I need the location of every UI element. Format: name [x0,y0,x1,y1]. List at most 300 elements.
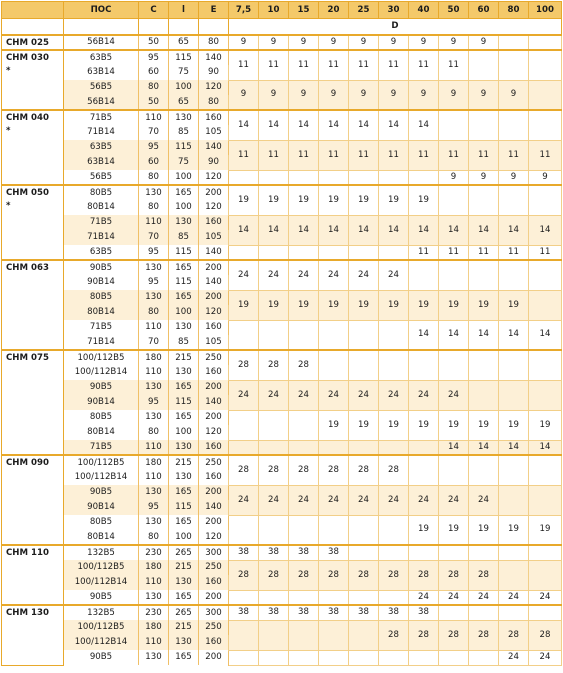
d-value: 24 [409,485,439,515]
cell-e: 80 [199,35,229,50]
d-value: 11 [379,140,409,170]
cell-e: 200 [199,485,229,500]
d-value: 38 [259,605,289,620]
d-value: 9 [289,35,319,50]
cell-c: 110 [139,215,169,230]
d-value: 14 [469,320,499,350]
cell-l: 100 [169,305,199,320]
d-value [499,380,529,410]
d-value: 38 [289,545,319,560]
d-value: 19 [409,515,439,545]
cell-c: 130 [139,410,169,425]
d-value [469,185,499,215]
d-value [319,590,349,605]
cell-e: 105 [199,125,229,140]
d-value [229,590,259,605]
d-value [499,110,529,140]
cell-e: 200 [199,380,229,395]
cell-l: 130 [169,320,199,335]
d-value [529,50,562,80]
cell-c: 95 [139,500,169,515]
d-value: 14 [319,110,349,140]
cell-pos: 90B5 [64,650,139,665]
d-value: 9 [259,35,289,50]
cell-e: 105 [199,230,229,245]
d-value [529,350,562,380]
cell-l: 100 [169,530,199,545]
d-value [349,590,379,605]
cell-pos: 100/112B14 [64,365,139,380]
d-value [379,515,409,545]
d-value: 24 [529,590,562,605]
d-value: 24 [439,590,469,605]
d-value [469,380,499,410]
cell-pos: 71B5 [64,440,139,455]
cell-l: 130 [169,470,199,485]
d-value: 28 [439,620,469,650]
cell-c: 130 [139,380,169,395]
model-cell [2,545,64,605]
d-value [289,650,319,665]
cell-c: 80 [139,425,169,440]
cell-c: 80 [139,170,169,185]
cell-e: 200 [199,650,229,665]
d-value: 28 [349,560,379,590]
cell-c: 110 [139,470,169,485]
d-value: 9 [469,80,499,110]
d-value: 9 [259,80,289,110]
d-value [349,440,379,455]
table-row [2,140,562,155]
cell-c: 110 [139,440,169,455]
d-value [289,320,319,350]
d-value [229,515,259,545]
cell-c: 70 [139,335,169,350]
cell-e: 200 [199,185,229,200]
table-row [2,245,562,260]
cell-pos: 63B14 [64,155,139,170]
d-value: 14 [259,110,289,140]
d-value: 38 [229,605,259,620]
d-header-blank [169,19,199,36]
header-row [2,2,562,19]
d-header-blank [64,19,139,36]
d-value: 19 [439,410,469,440]
d-value: 14 [439,320,469,350]
model-star: * [6,125,11,136]
d-value [229,410,259,440]
cell-c: 70 [139,125,169,140]
d-value: 11 [379,50,409,80]
d-value: 24 [229,380,259,410]
d-value: 14 [229,215,259,245]
d-value [319,350,349,380]
d-value [529,185,562,215]
model-star: * [6,200,11,211]
d-value: 11 [439,50,469,80]
model-name: CHM 040 [6,113,49,123]
d-value: 38 [409,605,439,620]
model-name: CHM 030 [6,53,49,63]
d-value: 9 [289,80,319,110]
d-value [529,80,562,110]
table-row [2,260,562,275]
d-value: 9 [529,170,562,185]
cell-pos: 71B5 [64,215,139,230]
d-value: 24 [259,260,289,290]
d-value [349,170,379,185]
cell-e: 200 [199,590,229,605]
d-value: 11 [319,50,349,80]
table-body [2,2,562,666]
d-value [529,545,562,560]
d-value: 38 [259,545,289,560]
d-value [469,110,499,140]
d-value [379,350,409,380]
cell-c: 80 [139,530,169,545]
cell-c: 180 [139,350,169,365]
d-value: 9 [349,80,379,110]
d-value: 28 [289,350,319,380]
cell-l: 115 [169,245,199,260]
model-cell [2,350,64,455]
header-ratio: 20 [319,2,349,19]
cell-c: 130 [139,515,169,530]
d-value: 24 [379,485,409,515]
d-value [379,650,409,665]
cell-e: 250 [199,350,229,365]
table-row [2,605,562,620]
table-row [2,185,562,200]
cell-pos: 71B14 [64,230,139,245]
cell-pos: 100/112B5 [64,560,139,575]
d-value: 9 [349,35,379,50]
cell-c: 230 [139,545,169,560]
cell-c: 110 [139,635,169,650]
d-header-blank [139,19,169,36]
header-ratio: 7,5 [229,2,259,19]
d-value [349,245,379,260]
cell-e: 160 [199,365,229,380]
cell-l: 100 [169,170,199,185]
d-value: 14 [379,110,409,140]
cell-c: 95 [139,245,169,260]
d-value: 14 [499,215,529,245]
d-value: 9 [409,35,439,50]
d-value [229,650,259,665]
d-value [529,260,562,290]
d-value: 11 [259,140,289,170]
header-ratio: 60 [469,2,499,19]
d-value [499,185,529,215]
d-header-row [2,19,562,36]
cell-l: 75 [169,65,199,80]
d-value: 11 [499,140,529,170]
d-value: 28 [379,620,409,650]
d-value: 14 [289,110,319,140]
d-value: 11 [439,245,469,260]
d-value [379,245,409,260]
cell-c: 80 [139,200,169,215]
d-value: 19 [469,515,499,545]
d-value [499,35,529,50]
cell-l: 165 [169,260,199,275]
cell-c: 180 [139,620,169,635]
d-value [289,590,319,605]
d-value: 24 [379,260,409,290]
d-value: 19 [439,515,469,545]
cell-pos: 71B14 [64,125,139,140]
d-value: 19 [289,185,319,215]
header-ratio: 15 [289,2,319,19]
header-e: E [199,2,229,19]
d-value: 9 [319,80,349,110]
d-value [259,590,289,605]
cell-c: 130 [139,290,169,305]
d-value: 14 [409,110,439,140]
d-value: 28 [469,560,499,590]
d-value: 14 [529,320,562,350]
d-value: 14 [409,320,439,350]
d-value: 38 [229,545,259,560]
d-value: 24 [439,485,469,515]
d-value [229,245,259,260]
d-value [499,545,529,560]
d-value: 9 [409,80,439,110]
table-row [2,620,562,635]
table-row [2,650,562,665]
d-value: 11 [409,50,439,80]
cell-l: 130 [169,440,199,455]
cell-l: 130 [169,110,199,125]
cell-l: 265 [169,605,199,620]
cell-e: 300 [199,545,229,560]
d-value [439,455,469,485]
d-value: 28 [289,560,319,590]
cell-pos: 56B5 [64,80,139,95]
table-row [2,215,562,230]
d-value [529,485,562,515]
d-value [319,440,349,455]
cell-e: 200 [199,410,229,425]
d-value: 28 [259,350,289,380]
cell-e: 90 [199,65,229,80]
cell-e: 90 [199,155,229,170]
dimensions-table [1,1,562,666]
d-value [289,440,319,455]
cell-pos: 71B5 [64,110,139,125]
model-name: CHM 025 [6,38,49,48]
d-value: 28 [259,455,289,485]
d-value [379,170,409,185]
d-value [319,170,349,185]
d-value: 24 [289,380,319,410]
cell-pos: 100/112B5 [64,350,139,365]
d-value [289,620,319,650]
d-value [529,35,562,50]
header-l: l [169,2,199,19]
model-name: CHM 063 [6,263,49,273]
model-cell [2,455,64,545]
d-value: 19 [229,185,259,215]
d-value [439,650,469,665]
d-value [289,410,319,440]
model-cell [2,50,64,110]
cell-l: 165 [169,290,199,305]
d-value [469,605,499,620]
d-value: 19 [289,290,319,320]
cell-c: 70 [139,230,169,245]
d-value: 19 [379,410,409,440]
d-value: 9 [319,35,349,50]
d-value: 24 [229,260,259,290]
d-value [289,170,319,185]
d-value: 19 [379,290,409,320]
d-value [439,185,469,215]
cell-l: 115 [169,50,199,65]
d-value: 28 [319,455,349,485]
d-value: 11 [289,50,319,80]
d-value: 14 [259,215,289,245]
d-value [349,515,379,545]
cell-pos: 132B5 [64,605,139,620]
d-value: 9 [229,80,259,110]
d-value [529,455,562,485]
cell-c: 50 [139,95,169,110]
model-name: CHM 130 [6,608,49,618]
d-value [439,350,469,380]
d-value [499,485,529,515]
d-value [319,620,349,650]
d-value: 28 [409,620,439,650]
d-value: 9 [439,170,469,185]
cell-l: 115 [169,395,199,410]
d-value [289,515,319,545]
cell-l: 165 [169,185,199,200]
cell-pos: 80B5 [64,515,139,530]
d-value [529,605,562,620]
d-value [319,245,349,260]
d-value [409,350,439,380]
d-value [439,260,469,290]
cell-pos: 100/112B5 [64,620,139,635]
cell-e: 250 [199,620,229,635]
d-value [409,440,439,455]
d-value: 24 [229,485,259,515]
d-value: 19 [319,290,349,320]
d-value: 11 [349,50,379,80]
d-value: 28 [349,455,379,485]
d-value: 19 [349,185,379,215]
d-value: 38 [379,605,409,620]
cell-c: 130 [139,185,169,200]
cell-pos: 80B14 [64,530,139,545]
d-value [499,350,529,380]
d-value: 14 [469,215,499,245]
d-value: 9 [229,35,259,50]
d-value: 28 [439,560,469,590]
cell-l: 100 [169,200,199,215]
cell-c: 130 [139,590,169,605]
cell-pos: 80B5 [64,410,139,425]
d-value: 9 [499,170,529,185]
d-value: 11 [259,50,289,80]
d-value: 19 [229,290,259,320]
d-value [499,455,529,485]
cell-c: 50 [139,35,169,50]
cell-e: 120 [199,305,229,320]
cell-e: 120 [199,200,229,215]
d-value: 24 [409,590,439,605]
cell-c: 95 [139,395,169,410]
cell-pos: 90B5 [64,260,139,275]
cell-e: 140 [199,140,229,155]
d-value [529,290,562,320]
table-row [2,515,562,530]
cell-e: 160 [199,635,229,650]
d-value: 19 [259,290,289,320]
cell-e: 120 [199,170,229,185]
model-name: CHM 075 [6,353,49,363]
cell-l: 85 [169,125,199,140]
d-value: 14 [499,320,529,350]
d-value [229,320,259,350]
d-value [259,170,289,185]
cell-l: 130 [169,635,199,650]
d-value: 24 [289,260,319,290]
d-value [529,560,562,590]
cell-pos: 90B14 [64,395,139,410]
header-ratio: 40 [409,2,439,19]
d-value: 19 [529,515,562,545]
cell-l: 130 [169,575,199,590]
d-value: 14 [439,215,469,245]
cell-pos: 71B14 [64,335,139,350]
cell-c: 130 [139,650,169,665]
d-value: 11 [439,140,469,170]
table-row [2,545,562,560]
d-value: 24 [439,380,469,410]
d-value [229,170,259,185]
d-value: 28 [409,560,439,590]
d-value [259,440,289,455]
d-value [499,560,529,590]
cell-pos: 63B14 [64,65,139,80]
d-value: 24 [499,590,529,605]
d-value [349,350,379,380]
d-value: 19 [319,410,349,440]
d-value: 24 [349,260,379,290]
d-value [229,620,259,650]
cell-e: 200 [199,290,229,305]
cell-e: 140 [199,50,229,65]
cell-pos: 71B5 [64,320,139,335]
cell-c: 80 [139,80,169,95]
table-row [2,560,562,575]
d-value: 28 [379,560,409,590]
d-value [379,590,409,605]
d-value: 28 [259,560,289,590]
d-value: 28 [229,560,259,590]
d-value: 24 [319,260,349,290]
table-row [2,290,562,305]
d-value: 19 [409,410,439,440]
d-value: 19 [259,185,289,215]
cell-e: 160 [199,575,229,590]
d-value: 19 [349,290,379,320]
table-row [2,590,562,605]
d-value [379,320,409,350]
